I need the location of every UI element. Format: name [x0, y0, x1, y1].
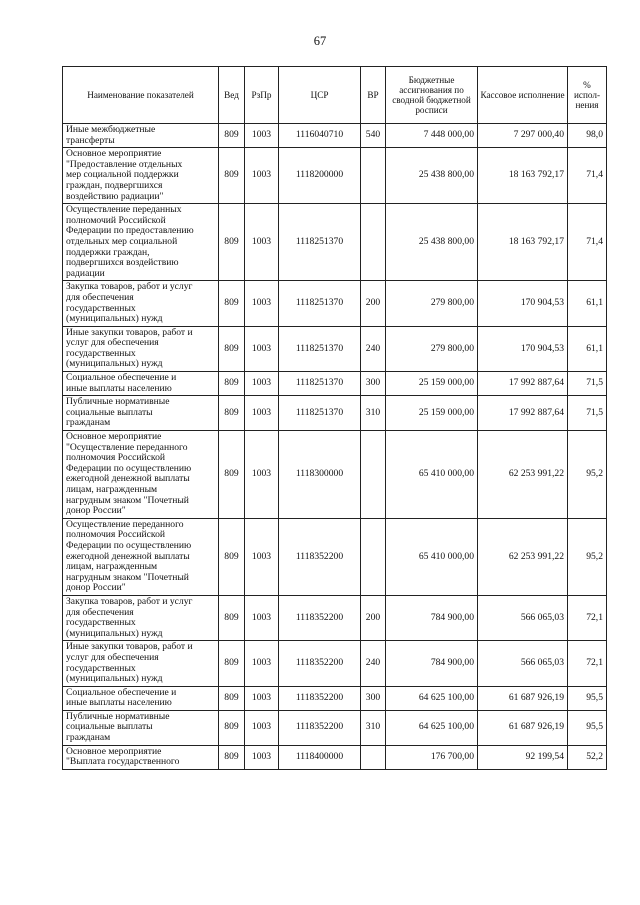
table-row	[63, 431, 607, 519]
row-name: Закупка товаров, работ и услуг для обеспечения государственных (муниципальных) нужд	[63, 281, 219, 326]
row-ved: 809	[219, 204, 245, 281]
row-cash: 170 904,53	[478, 281, 568, 326]
row-ved: 809	[219, 124, 245, 148]
row-cash: 18 163 792,17	[478, 204, 568, 281]
row-budget: 279 800,00	[386, 326, 478, 371]
row-name: Осуществление переданного полномочия Российской Федерации по осуществлению ежегодной денежной выплаты лицам, награжденным нагрудным знаком "Почетный донор России"	[63, 518, 219, 595]
row-csr: 1116040710	[279, 124, 361, 148]
header-budget: Бюджетные ассигнования по сводной бюджетной росписи	[386, 67, 478, 124]
header-ved: Вед	[219, 67, 245, 124]
row-percent: 71,5	[568, 372, 607, 396]
row-cash: 62 253 991,22	[478, 518, 568, 595]
row-vr: 240	[361, 641, 386, 686]
row-ved: 809	[219, 372, 245, 396]
row-vr: 540	[361, 124, 386, 148]
row-cash: 62 253 991,22	[478, 431, 568, 519]
row-percent: 52,2	[568, 745, 607, 769]
table-row	[63, 745, 607, 769]
row-rzpr: 1003	[245, 281, 279, 326]
row-budget: 25 438 800,00	[386, 148, 478, 204]
row-vr: 300	[361, 686, 386, 710]
row-name: Основное мероприятие "Осуществление переданного полномочия Российской Федерации по осуществлению ежегодной денежной выплаты лицам, награжденным нагрудным знаком "Почетный донор России"	[63, 431, 219, 519]
row-vr	[361, 148, 386, 204]
row-csr: 1118300000	[279, 431, 361, 519]
row-rzpr: 1003	[245, 745, 279, 769]
row-percent: 95,2	[568, 518, 607, 595]
row-name: Иные межбюджетные трансферты	[63, 124, 219, 148]
row-rzpr: 1003	[245, 124, 279, 148]
row-cash: 566 065,03	[478, 595, 568, 640]
row-csr: 1118251370	[279, 204, 361, 281]
row-vr: 300	[361, 372, 386, 396]
row-rzpr: 1003	[245, 641, 279, 686]
table-row	[63, 710, 607, 745]
row-rzpr: 1003	[245, 686, 279, 710]
row-percent: 71,5	[568, 396, 607, 431]
row-csr: 1118352200	[279, 686, 361, 710]
row-budget: 784 900,00	[386, 641, 478, 686]
row-name: Публичные нормативные социальные выплаты гражданам	[63, 710, 219, 745]
row-rzpr: 1003	[245, 204, 279, 281]
row-budget: 176 700,00	[386, 745, 478, 769]
row-csr: 1118251370	[279, 326, 361, 371]
row-rzpr: 1003	[245, 372, 279, 396]
header-name: Наименование показателей	[63, 67, 219, 124]
row-budget: 65 410 000,00	[386, 431, 478, 519]
row-name: Социальное обеспечение и иные выплаты населению	[63, 372, 219, 396]
row-vr: 310	[361, 396, 386, 431]
row-csr: 1118400000	[279, 745, 361, 769]
row-percent: 71,4	[568, 148, 607, 204]
row-cash: 61 687 926,19	[478, 686, 568, 710]
header-cash: Кассовое исполнение	[478, 67, 568, 124]
row-budget: 25 159 000,00	[386, 396, 478, 431]
row-csr: 1118251370	[279, 396, 361, 431]
row-vr	[361, 518, 386, 595]
row-ved: 809	[219, 710, 245, 745]
table-row	[63, 686, 607, 710]
table-row	[63, 124, 607, 148]
row-cash: 566 065,03	[478, 641, 568, 686]
row-budget: 64 625 100,00	[386, 686, 478, 710]
row-csr: 1118251370	[279, 281, 361, 326]
table-row	[63, 326, 607, 371]
table-row	[63, 148, 607, 204]
row-vr	[361, 431, 386, 519]
table-header-row	[63, 67, 607, 124]
row-budget: 7 448 000,00	[386, 124, 478, 148]
row-vr: 240	[361, 326, 386, 371]
row-csr: 1118352200	[279, 595, 361, 640]
page-number: 67	[313, 34, 327, 48]
row-name: Социальное обеспечение и иные выплаты населению	[63, 686, 219, 710]
row-cash: 61 687 926,19	[478, 710, 568, 745]
row-csr: 1118251370	[279, 372, 361, 396]
row-ved: 809	[219, 518, 245, 595]
row-cash: 92 199,54	[478, 745, 568, 769]
row-name: Основное мероприятие "Предоставление отдельных мер социальной поддержки граждан, подвергшихся воздействию радиации"	[63, 148, 219, 204]
row-ved: 809	[219, 745, 245, 769]
row-rzpr: 1003	[245, 396, 279, 431]
row-vr: 200	[361, 281, 386, 326]
row-percent: 61,1	[568, 326, 607, 371]
row-ved: 809	[219, 431, 245, 519]
row-vr	[361, 745, 386, 769]
row-rzpr: 1003	[245, 431, 279, 519]
row-csr: 1118352200	[279, 518, 361, 595]
row-cash: 17 992 887,64	[478, 372, 568, 396]
header-rzpr: РзПр	[245, 67, 279, 124]
table-row	[63, 372, 607, 396]
table-row	[63, 641, 607, 686]
row-rzpr: 1003	[245, 148, 279, 204]
row-ved: 809	[219, 595, 245, 640]
table-row	[63, 518, 607, 595]
row-csr: 1118352200	[279, 710, 361, 745]
row-budget: 279 800,00	[386, 281, 478, 326]
row-percent: 98,0	[568, 124, 607, 148]
row-name: Основное мероприятие "Выплата государственного	[63, 745, 219, 769]
row-cash: 18 163 792,17	[478, 148, 568, 204]
header-csr: ЦСР	[279, 67, 361, 124]
header-vr: ВР	[361, 67, 386, 124]
row-rzpr: 1003	[245, 595, 279, 640]
row-ved: 809	[219, 641, 245, 686]
row-vr	[361, 204, 386, 281]
row-ved: 809	[219, 148, 245, 204]
row-ved: 809	[219, 686, 245, 710]
row-ved: 809	[219, 326, 245, 371]
row-cash: 17 992 887,64	[478, 396, 568, 431]
table-row	[63, 396, 607, 431]
row-name: Иные закупки товаров, работ и услуг для обеспечения государственных (муниципальных) нужд	[63, 641, 219, 686]
table-row	[63, 595, 607, 640]
row-percent: 95,5	[568, 710, 607, 745]
row-name: Закупка товаров, работ и услуг для обеспечения государственных (муниципальных) нужд	[63, 595, 219, 640]
header-percent: % испол-нения	[568, 67, 607, 124]
row-percent: 72,1	[568, 641, 607, 686]
row-rzpr: 1003	[245, 326, 279, 371]
row-csr: 1118200000	[279, 148, 361, 204]
row-name: Иные закупки товаров, работ и услуг для обеспечения государственных (муниципальных) нужд	[63, 326, 219, 371]
budget-table	[62, 66, 607, 770]
row-cash: 7 297 000,40	[478, 124, 568, 148]
row-budget: 25 159 000,00	[386, 372, 478, 396]
row-rzpr: 1003	[245, 518, 279, 595]
row-name: Публичные нормативные социальные выплаты гражданам	[63, 396, 219, 431]
row-name: Осуществление переданных полномочий Российской Федерации по предоставлению отдельных мер социальной поддержки граждан, подвергшихся воздействию радиации	[63, 204, 219, 281]
row-ved: 809	[219, 396, 245, 431]
table-row	[63, 281, 607, 326]
row-vr: 310	[361, 710, 386, 745]
row-budget: 784 900,00	[386, 595, 478, 640]
row-budget: 65 410 000,00	[386, 518, 478, 595]
row-rzpr: 1003	[245, 710, 279, 745]
row-percent: 95,2	[568, 431, 607, 519]
row-cash: 170 904,53	[478, 326, 568, 371]
row-ved: 809	[219, 281, 245, 326]
row-budget: 64 625 100,00	[386, 710, 478, 745]
table-row	[63, 204, 607, 281]
row-csr: 1118352200	[279, 641, 361, 686]
row-percent: 71,4	[568, 204, 607, 281]
row-percent: 72,1	[568, 595, 607, 640]
row-vr: 200	[361, 595, 386, 640]
row-budget: 25 438 800,00	[386, 204, 478, 281]
row-percent: 61,1	[568, 281, 607, 326]
row-percent: 95,5	[568, 686, 607, 710]
